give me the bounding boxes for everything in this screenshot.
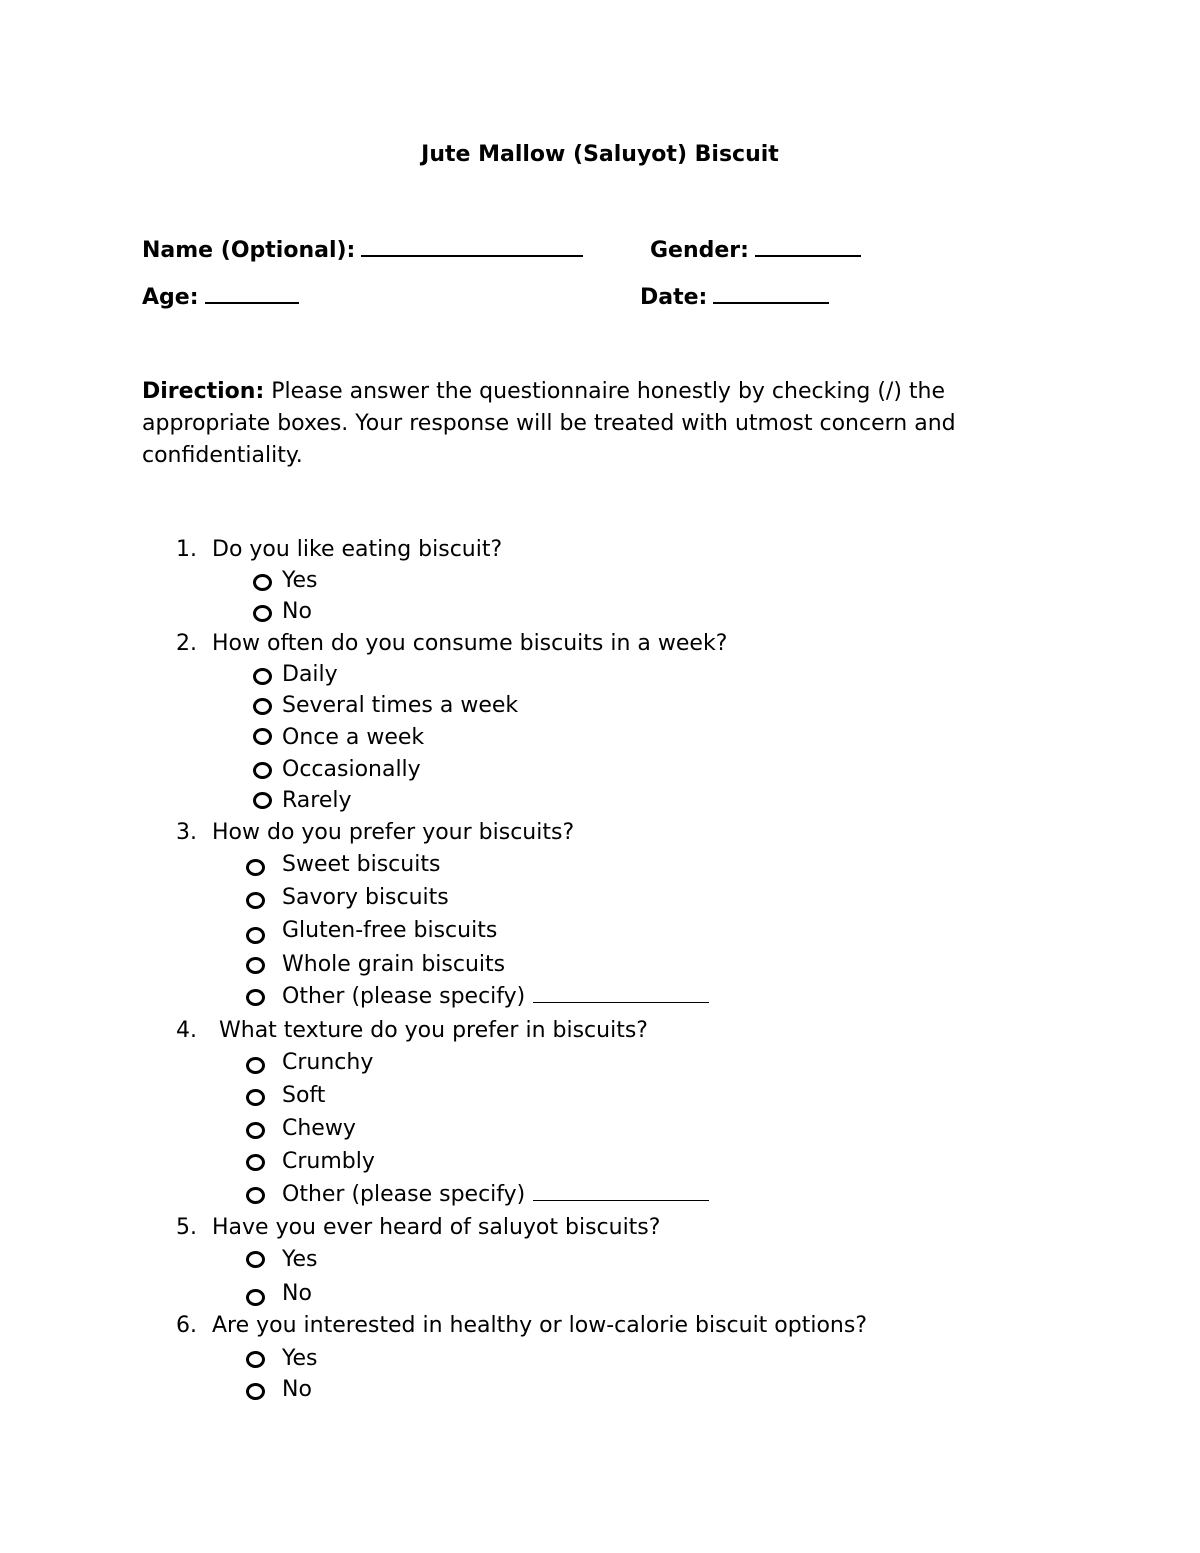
direction-label: Direction: <box>142 379 265 404</box>
radio-circle-icon[interactable] <box>246 1122 265 1139</box>
option-label: Once a week <box>282 725 425 750</box>
option-label: Daily <box>282 662 338 687</box>
age-label: Age: <box>142 285 199 310</box>
option-label: No <box>282 1281 312 1306</box>
document-title: Jute Mallow (Saluyot) Biscuit <box>421 142 779 167</box>
question-number: 2. <box>176 631 197 656</box>
radio-circle-icon[interactable] <box>253 762 272 779</box>
option-label: Yes <box>282 1247 318 1272</box>
radio-circle-icon[interactable] <box>246 1251 265 1268</box>
question-text: How often do you consume biscuits in a week? <box>212 631 728 656</box>
question-number: 3. <box>176 820 197 845</box>
option-label: Yes <box>282 1346 318 1371</box>
option-label: Several times a week <box>282 693 519 718</box>
radio-circle-icon[interactable] <box>246 1089 265 1106</box>
question-text: Do you like eating biscuit? <box>212 537 503 562</box>
option-label: Yes <box>282 568 318 593</box>
date-field <box>640 282 829 313</box>
radio-circle-icon[interactable] <box>246 1383 265 1400</box>
name-blank[interactable] <box>361 235 583 257</box>
age-blank[interactable] <box>205 282 299 304</box>
option-label: Soft <box>282 1083 326 1108</box>
option-label: Occasionally <box>282 757 421 782</box>
direction-text: Please answer the questionnaire honestly by checking (/) the appropriate boxes. Your response will be treated with utmost concern and confidentiality. <box>142 379 956 468</box>
radio-circle-icon[interactable] <box>246 1187 265 1204</box>
radio-circle-icon[interactable] <box>253 605 272 622</box>
question-text: What texture do you prefer in biscuits? <box>212 1018 648 1043</box>
option-label: Gluten-free biscuits <box>282 918 498 943</box>
option-label: Other (please specify) <box>282 1182 526 1207</box>
radio-circle-icon[interactable] <box>253 574 272 591</box>
option-label: Sweet biscuits <box>282 852 441 877</box>
name-label: Name (Optional): <box>142 238 356 263</box>
other-specify-blank[interactable] <box>533 1180 709 1201</box>
radio-circle-icon[interactable] <box>253 668 272 685</box>
option-label: No <box>282 1377 312 1402</box>
radio-circle-icon[interactable] <box>246 1154 265 1171</box>
date-label: Date: <box>640 285 708 310</box>
gender-label: Gender: <box>650 238 749 263</box>
date-blank[interactable] <box>713 282 829 304</box>
other-specify-blank[interactable] <box>533 982 709 1003</box>
radio-circle-icon[interactable] <box>253 728 272 745</box>
option-label: Whole grain biscuits <box>282 952 506 977</box>
radio-circle-icon[interactable] <box>246 1289 265 1306</box>
option-label: Rarely <box>282 788 352 813</box>
option-label: Savory biscuits <box>282 885 449 910</box>
radio-circle-icon[interactable] <box>253 698 272 715</box>
age-field <box>142 282 299 313</box>
radio-circle-icon[interactable] <box>246 1351 265 1368</box>
option-label: Chewy <box>282 1116 356 1141</box>
question-text: Have you ever heard of saluyot biscuits? <box>212 1215 661 1240</box>
question-number: 5. <box>176 1215 197 1240</box>
radio-circle-icon[interactable] <box>253 792 272 809</box>
radio-circle-icon[interactable] <box>246 1057 265 1074</box>
question-number: 1. <box>176 537 197 562</box>
question-number: 4. <box>176 1018 197 1043</box>
radio-circle-icon[interactable] <box>246 892 265 909</box>
option-label: Crumbly <box>282 1149 375 1174</box>
radio-circle-icon[interactable] <box>246 957 265 974</box>
radio-circle-icon[interactable] <box>246 859 265 876</box>
radio-circle-icon[interactable] <box>246 989 265 1006</box>
option-label: Other (please specify) <box>282 984 526 1009</box>
question-text: Are you interested in healthy or low-calorie biscuit options? <box>212 1313 868 1338</box>
option-label: Crunchy <box>282 1050 374 1075</box>
question-number: 6. <box>176 1313 197 1338</box>
radio-circle-icon[interactable] <box>246 927 265 944</box>
gender-field <box>650 235 861 266</box>
name-field <box>142 235 583 266</box>
gender-blank[interactable] <box>755 235 861 257</box>
direction-paragraph <box>142 376 1042 472</box>
option-label: No <box>282 599 312 624</box>
question-text: How do you prefer your biscuits? <box>212 820 575 845</box>
